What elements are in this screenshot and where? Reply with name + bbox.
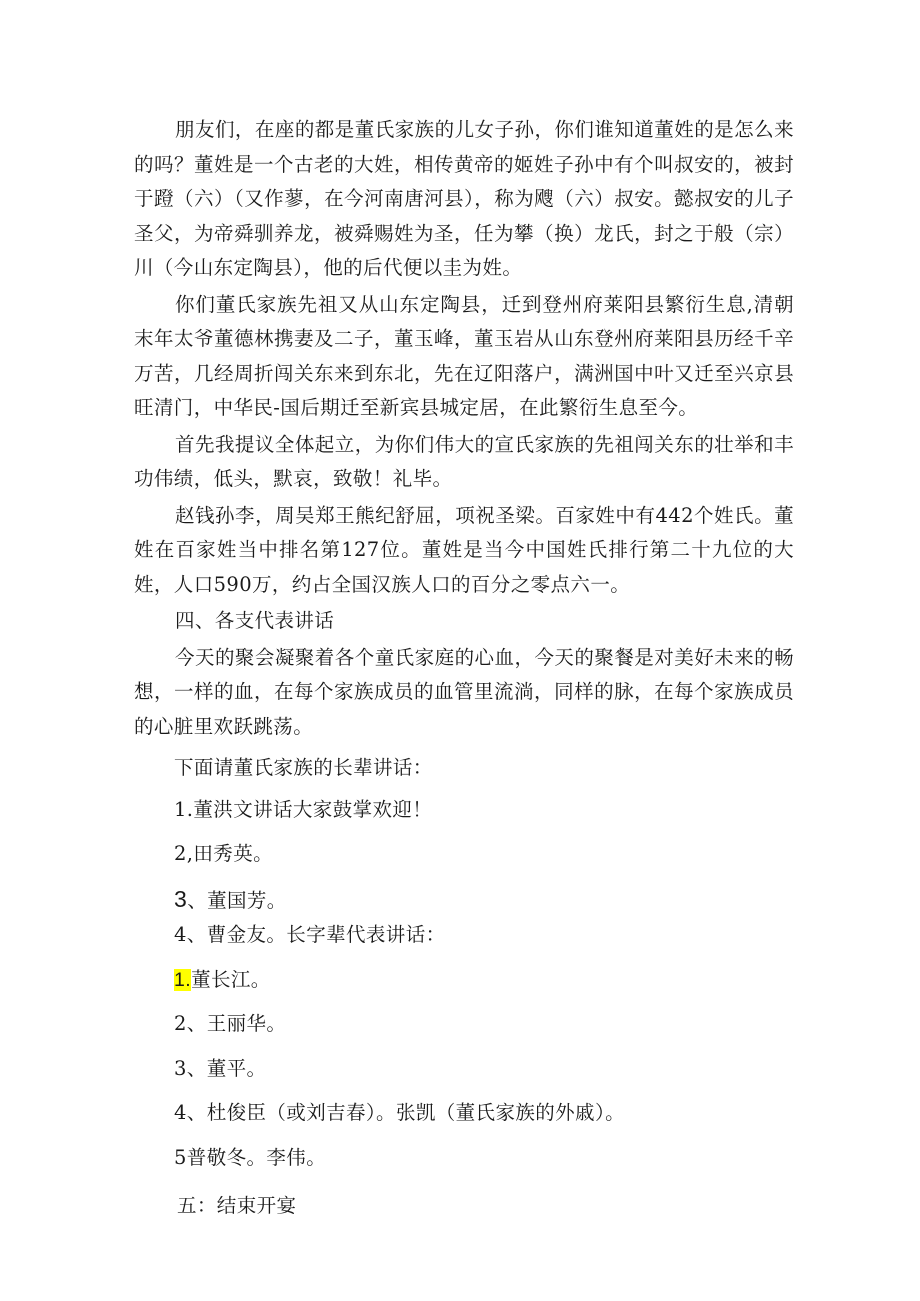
list-item-rep-4: 4、杜俊臣（或刘吉春）。张凯（董氏家族的外戚）。 bbox=[174, 1101, 626, 1124]
paragraph-family-migration: 你们董氏家族先祖又从山东定陶县，迁到登州府莱阳县繁衍生息,清朝末年太爷董德林携妻及二子，董玉峰，董玉岩从山东登州府莱阳县历经千辛万苦，几经周折闯关东来到东北，先在辽阳落户，满洲国中叶又迁至兴京县旺清门，中华民-国后期迁至新宾县城定居，在此繁衍生息至今。 bbox=[134, 292, 794, 419]
list-item-elder-2: 2,田秀英。 bbox=[174, 842, 274, 865]
paragraph-tribute: 首先我提议全体起立，为你们伟大的宣氏家族的先祖闯关东的壮举和丰功伟绩，低头，默哀，致敬！礼毕。 bbox=[134, 432, 794, 490]
closing-heading: 五：结束开宴 bbox=[177, 1194, 297, 1217]
section-heading-representatives: 四、各支代表讲话 bbox=[175, 609, 335, 632]
list-item-elder-3 bbox=[134, 882, 794, 919]
list-item-elder-4: 4、曹金友。长字辈代表讲话： bbox=[174, 923, 446, 946]
elders-intro: 下面请董氏家族的长辈讲话： bbox=[174, 756, 433, 779]
paragraph-gathering: 今天的聚会凝聚着各个童氏家庭的心血，今天的聚餐是对美好未来的畅想，一样的血，在每个家族成员的血管里流淌，同样的脉，在每个家族成员的心脏里欢跃跳荡。 bbox=[134, 645, 794, 738]
list-item-rep-5: 5普敬冬。李伟。 bbox=[174, 1145, 327, 1169]
paragraph-surname-origin: 朋友们，在座的都是董氏家族的儿女子孙，你们谁知道董姓的是怎么来的吗？董姓是一个古老的大姓，相传黄帝的姬姓子孙中有个叫叔安的，被封于蹬（六）（又作蓼，在今河南唐河县），称为飕（六）叔安。懿叔安的儿子圣父，为帝舜驯养龙，被舜赐姓为圣，任为攀（换）龙氏，封之于般（宗）川（今山东定陶县），他的后代便以圭为姓。 bbox=[134, 118, 794, 279]
document-body bbox=[134, 113, 794, 1224]
list-item-rep-2: 2、王丽华。 bbox=[174, 1012, 287, 1035]
list-item-rep-3: 3、董平。 bbox=[174, 1056, 267, 1080]
list-item-rep-1 bbox=[134, 963, 794, 998]
highlighted-list-number: 1. bbox=[174, 968, 192, 991]
list-text: 、董国芳。 bbox=[187, 888, 287, 912]
paragraph-surname-stats: 赵钱孙李，周吴郑王熊纪舒屈，项祝圣梁。百家姓中有442个姓氏。董姓在百家姓当中排名第127位。董姓是当今中国姓氏排行第二十九位的大姓，人口590万，约占全国汉族人口的百分之零点六一。 bbox=[134, 503, 794, 596]
list-number: 3 bbox=[174, 885, 188, 912]
list-item-elder-1: 1.董洪文讲话大家鼓掌欢迎！ bbox=[174, 797, 433, 821]
list-text: 董长江。 bbox=[191, 967, 271, 991]
